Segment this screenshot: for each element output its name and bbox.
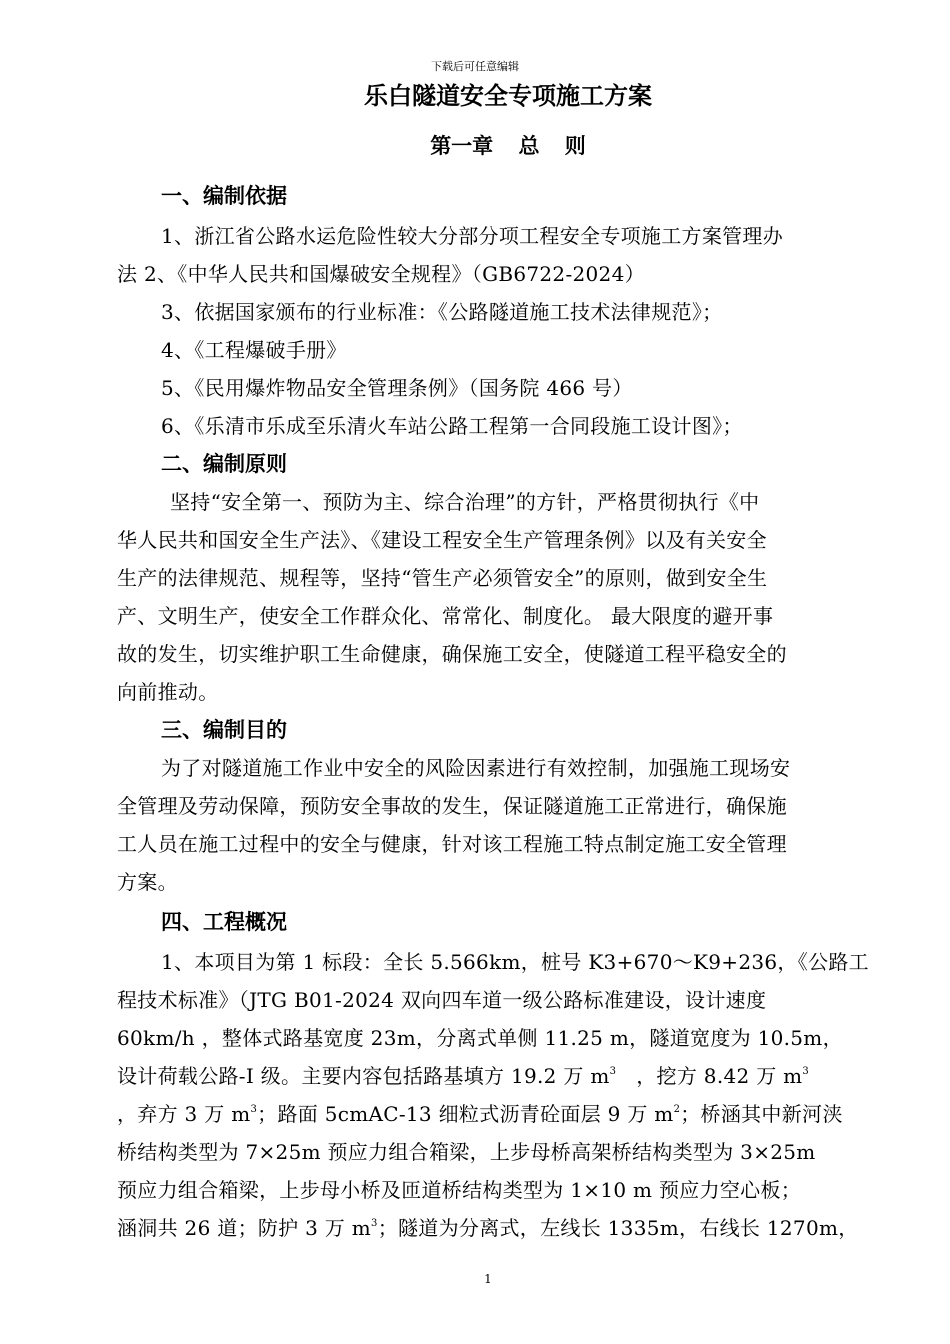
paragraph-line: 产、文明生产，使安全工作群众化、常常化、制度化。 最大限度的避开事 bbox=[117, 604, 774, 628]
section-heading-overview: 四、工程概况 bbox=[161, 910, 287, 934]
section-heading-principle: 二、编制原则 bbox=[161, 452, 287, 476]
paragraph-line: 为了对隧道施工作业中安全的风险因素进行有效控制，加强施工现场安 bbox=[161, 756, 791, 780]
paragraph-line: 方案。 bbox=[117, 870, 178, 894]
superscript: 2 bbox=[673, 1104, 681, 1115]
header-note: 下载后可任意编辑 bbox=[431, 60, 519, 73]
text-run: ；隧道为分离式，左线长 1335m，右线长 1270m， bbox=[377, 1216, 859, 1240]
section-heading-basis: 一、编制依据 bbox=[161, 184, 287, 208]
text-run: 设计荷载公路-I 级。主要内容包括路基填方 19.2 万 m bbox=[117, 1064, 610, 1088]
paragraph-line: 3、依据国家颁布的行业标准：《公路隧道施工技术法律规范》； bbox=[161, 300, 723, 324]
paragraph-line: 4、《工程爆破手册》 bbox=[161, 338, 347, 362]
paragraph-line: 60km/h ，整体式路基宽度 23m，分离式单侧 11.25 m，隧道宽度为 10.5m， bbox=[117, 1026, 843, 1050]
paragraph-line: 预应力组合箱梁，上步母小桥及匝道桥结构类型为 1×10 m 预应力空心板； bbox=[117, 1178, 802, 1202]
paragraph-line: 1、本项目为第 1 标段：全长 5.566km，桩号 K3+670～K9+236，《公路工 bbox=[161, 950, 869, 974]
paragraph-line: 桥结构类型为 7×25m 预应力组合箱梁，上步母桥高架桥结构类型为 3×25m bbox=[117, 1140, 816, 1164]
document-title: 乐白隧道安全专项施工方案 bbox=[364, 82, 652, 110]
section-heading-purpose: 三、编制目的 bbox=[161, 718, 287, 742]
text-run: ，挖方 8.42 万 m bbox=[636, 1064, 803, 1088]
paragraph-line: 6、《乐清市乐成至乐清火车站公路工程第一合同段施工设计图》； bbox=[161, 414, 743, 438]
page-number: 1 bbox=[484, 1272, 492, 1286]
text-run: ；路面 5cmAC-13 细粒式沥青砼面层 9 万 m bbox=[257, 1102, 674, 1126]
text-run: 涵洞共 26 道；防护 3 万 m bbox=[117, 1216, 372, 1240]
paragraph-line: 全管理及劳动保障，预防安全事故的发生，保证隧道施工正常进行，确保施 bbox=[117, 794, 787, 818]
text-run: ，弃方 3 万 m bbox=[117, 1102, 251, 1126]
superscript: 3 bbox=[250, 1104, 258, 1115]
paragraph-line: 生产的法律规范、规程等，坚持“管生产必须管安全”的原则，做到安全生 bbox=[117, 566, 768, 590]
paragraph-line: 5、《民用爆炸物品安全管理条例》（国务院 466 号） bbox=[161, 376, 633, 400]
paragraph-line: 故的发生，切实维护职工生命健康，确保施工安全，使隧道工程平稳安全的 bbox=[117, 642, 787, 666]
chapter-heading: 第一章 总 则 bbox=[430, 134, 586, 158]
paragraph-line: 法 2、《中华人民共和国爆破安全规程》（GB6722-2024） bbox=[117, 262, 645, 286]
paragraph-line: 向前推动。 bbox=[117, 680, 219, 704]
superscript: 3 bbox=[802, 1066, 810, 1077]
paragraph-line bbox=[117, 1098, 843, 1127]
paragraph-line: 工人员在施工过程中的安全与健康，针对该工程施工特点制定施工安全管理 bbox=[117, 832, 787, 856]
paragraph-line: 程技术标准》（JTG B01-2024 双向四车道一级公路标准建设，设计速度 bbox=[117, 988, 767, 1012]
superscript: 3 bbox=[371, 1218, 378, 1229]
superscript: 3 bbox=[609, 1066, 617, 1077]
paragraph-line: 1、浙江省公路水运危险性较大分部分项工程安全专项施工方案管理办 bbox=[161, 224, 784, 248]
text-run: ；桥涵其中新河浃 bbox=[680, 1102, 843, 1126]
paragraph-line: 华人民共和国安全生产法》、《建设工程安全生产管理条例》以及有关安全 bbox=[117, 528, 767, 552]
paragraph-line bbox=[117, 1060, 809, 1089]
paragraph-line: 坚持“安全第一、预防为主、综合治理”的方针，严格贯彻执行《中 bbox=[170, 490, 760, 514]
paragraph-line bbox=[117, 1212, 859, 1241]
